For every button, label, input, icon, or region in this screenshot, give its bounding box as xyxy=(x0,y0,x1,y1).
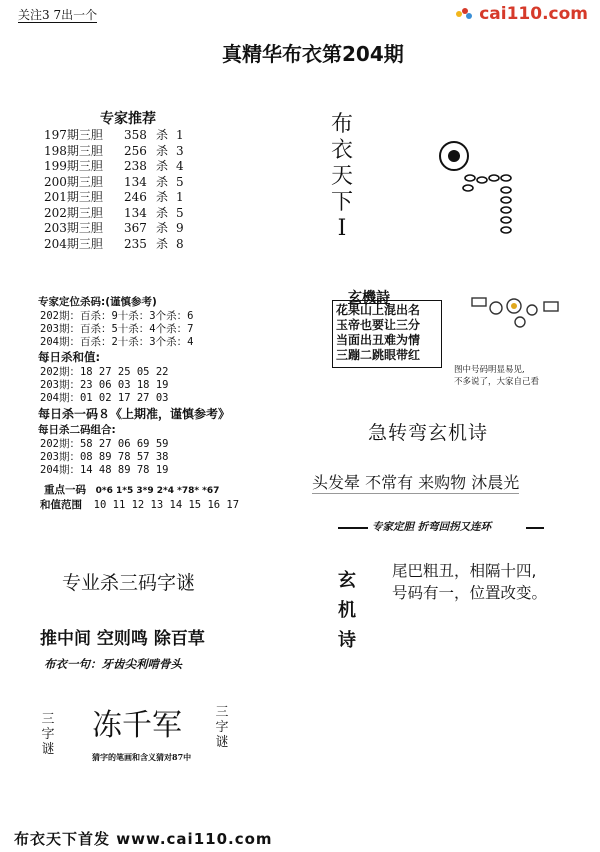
recommend-nums: 238 xyxy=(124,159,147,173)
number-figure-graphic xyxy=(430,138,520,238)
xuanji-poem-box xyxy=(332,300,442,368)
recommend-row xyxy=(44,237,204,253)
recommend-issue: 204期三胆 xyxy=(44,236,103,251)
poem-caption xyxy=(454,364,539,388)
site-name: cai110.com xyxy=(479,4,588,24)
recommend-nums: 256 xyxy=(124,143,147,158)
position-kill-list xyxy=(40,310,193,349)
recommend-kill: 9 xyxy=(176,221,184,235)
expert-bet-vertical xyxy=(338,566,356,656)
kill-sum-row: 203期：23 06 03 18 19 xyxy=(40,379,169,391)
sum-range-label: 和值范围 xyxy=(40,499,82,511)
riddle-big-word: 冻千军 xyxy=(92,708,182,743)
vertical-char: 衣 xyxy=(330,138,353,163)
focus-row xyxy=(44,484,219,498)
recommend-kill: 5 xyxy=(176,174,184,189)
recommend-row xyxy=(44,206,204,222)
kill-two-row: 204期：14 48 89 78 19 xyxy=(40,464,169,476)
expert-recommend-list xyxy=(44,128,204,252)
recommend-kill-label: 杀 xyxy=(156,159,169,173)
expert-bet-line1: 尾巴粗丑，相隔十四, xyxy=(392,562,537,580)
focus-value: 0*6 1*5 3*9 2*4 *78* *67 xyxy=(95,486,220,496)
recommend-kill-label: 杀 xyxy=(156,174,169,189)
kill-sum-row: 204期：01 02 17 27 03 xyxy=(40,392,169,404)
recommend-row xyxy=(44,190,204,206)
side-left-riddle: 三字谜 xyxy=(41,712,55,757)
recommend-kill-label: 杀 xyxy=(156,128,169,142)
divider-left xyxy=(338,527,368,529)
poem-line: 玉帝也要让三分 xyxy=(336,318,421,332)
sum-range-value: 10 11 12 13 14 15 16 17 xyxy=(93,499,240,511)
urgent-turn-subtitle: 头发晕 不常有 来购物 沐晨光 xyxy=(312,470,519,494)
vertical-char: 诗 xyxy=(338,630,356,651)
expert-bet-lines xyxy=(392,560,547,604)
recommend-kill: 5 xyxy=(176,205,184,220)
vertical-char: 天 xyxy=(330,164,353,189)
side-right-riddle: 三字谜 xyxy=(215,705,229,750)
logo-icon xyxy=(455,7,473,21)
kill-two-row: 203期：08 89 78 57 38 xyxy=(40,451,169,463)
kill-sum-row: 202期：18 27 25 05 22 xyxy=(40,366,169,378)
recommend-issue: 199期三胆 xyxy=(44,159,103,173)
recommend-nums: 367 xyxy=(124,221,147,235)
footer-text: 布衣天下首发 www.cai110.com xyxy=(14,830,273,848)
recommend-issue: 198期三胆 xyxy=(44,143,103,158)
daily-kill-one-title: 每日杀一码８《上期准，谨慎参考》 xyxy=(38,407,231,421)
expert-recommend-title: 专家推荐 xyxy=(100,111,156,127)
follow-note: 关注3 7出一个 xyxy=(18,8,98,22)
recommend-row xyxy=(44,144,204,160)
recommend-kill: 3 xyxy=(176,143,184,158)
items-graphic xyxy=(462,286,572,336)
recommend-row xyxy=(44,221,204,237)
recommend-issue: 201期三胆 xyxy=(44,190,103,204)
kill-two-row: 202期：58 27 06 69 59 xyxy=(40,438,169,450)
recommend-kill: 8 xyxy=(176,236,184,251)
daily-kill-two-list xyxy=(40,438,168,477)
position-kill-row: 203期：百杀：5十杀：4个杀：7 xyxy=(40,323,194,335)
recommend-row xyxy=(44,128,204,144)
recommend-kill: 4 xyxy=(176,159,184,173)
recommend-issue: 200期三胆 xyxy=(44,174,103,189)
urgent-turn-title: 急转弯玄机诗 xyxy=(368,422,489,444)
recommend-nums: 246 xyxy=(124,190,147,204)
vertical-char: 玄 xyxy=(338,570,356,591)
divider-right xyxy=(526,527,544,529)
focus-label: 重点一码 xyxy=(44,484,86,496)
page-title: 真精华布衣第204期 xyxy=(222,42,404,66)
vertical-char: I xyxy=(337,216,347,241)
daily-kill-sum-title: 每日杀和值: xyxy=(38,350,101,364)
riddle-line2: 布衣一句：牙齿尖利啃骨头 xyxy=(44,657,182,671)
position-kill-title: 专家定位杀码:(谨慎参考) xyxy=(38,296,157,308)
site-logo[interactable] xyxy=(455,4,588,24)
vertical-char: 布 xyxy=(330,112,353,137)
daily-kill-sum-list xyxy=(40,366,168,405)
poem-line: 当面出丑难为情 xyxy=(336,333,421,347)
recommend-kill-label: 杀 xyxy=(156,236,169,251)
sum-range-row xyxy=(40,499,239,512)
recommend-kill: 1 xyxy=(176,128,184,142)
riddle-note: 猜字的笔画和含义猜对87中 xyxy=(92,752,192,762)
recommend-issue: 203期三胆 xyxy=(44,221,103,235)
vertical-char: 机 xyxy=(338,600,356,621)
poem-line: 花果山上混出名 xyxy=(336,303,421,317)
poem-line: 三蹦二跳眼带红 xyxy=(336,348,421,362)
recommend-issue: 202期三胆 xyxy=(44,205,103,220)
riddle-line1: 推中间 空则鸣 除百草 xyxy=(40,629,205,649)
recommend-nums: 358 xyxy=(124,128,147,142)
buyi-tianxia-vertical xyxy=(330,112,354,242)
recommend-issue: 197期三胆 xyxy=(44,128,103,142)
expert-bet-line2: 号码有一，位置改变。 xyxy=(392,584,548,602)
kill-three-title: 专业杀三码字谜 xyxy=(62,572,196,594)
recommend-row xyxy=(44,175,204,191)
recommend-nums: 134 xyxy=(124,174,147,189)
poem-caption-line2: 不多说了，大家自己看 xyxy=(454,377,540,387)
recommend-nums: 134 xyxy=(124,205,147,220)
recommend-kill-label: 杀 xyxy=(156,205,169,220)
position-kill-row: 204期：百杀：2十杀：3个杀：4 xyxy=(40,336,194,348)
xuanji-poem-title: 玄機詩 xyxy=(348,290,390,306)
recommend-row xyxy=(44,159,204,175)
recommend-kill: 1 xyxy=(176,190,184,204)
recommend-kill-label: 杀 xyxy=(156,190,169,204)
expert-bet-title: 专家定胆 折弯回拐又连环 xyxy=(372,521,492,533)
recommend-nums: 235 xyxy=(124,236,147,251)
daily-kill-two-title: 每日杀二码组合: xyxy=(38,424,116,436)
poem-caption-line1: 图中号码明显易见, xyxy=(454,365,525,375)
vertical-char: 下 xyxy=(330,190,353,215)
recommend-kill-label: 杀 xyxy=(156,143,169,158)
recommend-kill-label: 杀 xyxy=(156,221,169,235)
position-kill-row: 202期：百杀：9十杀：3个杀：6 xyxy=(40,310,194,322)
